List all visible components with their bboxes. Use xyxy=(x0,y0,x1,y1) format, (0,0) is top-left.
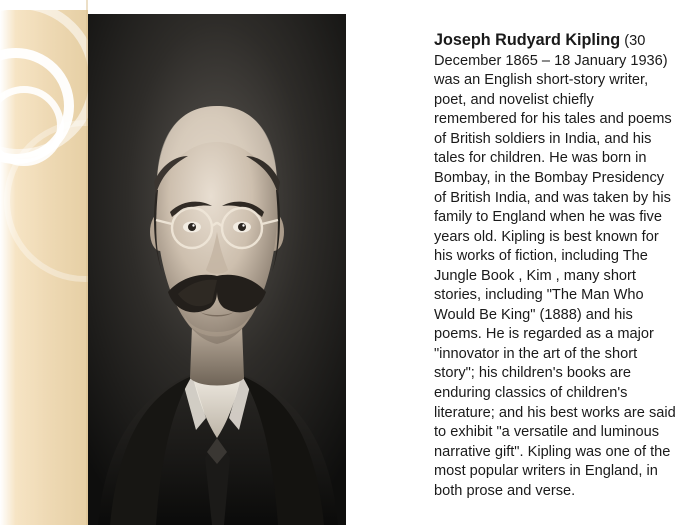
biography-text-block xyxy=(434,30,678,501)
decorative-side-band xyxy=(0,0,88,525)
page-title: Joseph Rudyard Kipling xyxy=(434,31,621,49)
biography-body: (30 December 1865 – 18 January 1936) was an English short-story writer, poet, and novelist chiefly remembered for his tales and poems of British soldiers in India, and his tales for children. He was born in Bombay, in the Bombay Presidency of British India, and was taken by his family to England when he was five years old. Kipling is best known for his works of fiction, including The Jungle Book , Kim , many short stories, including "The Man Who Would Be King" (1888) and his poems. He is regarded as a major "innovator in the art of the short story"; his children's books are enduring classics of children's literature; and his best works are said to exhibit "a versatile and luminous narrative gift". Kipling was one of the most popular writers in England, in both prose and verse. xyxy=(434,33,676,499)
kipling-portrait-photo xyxy=(88,14,346,525)
